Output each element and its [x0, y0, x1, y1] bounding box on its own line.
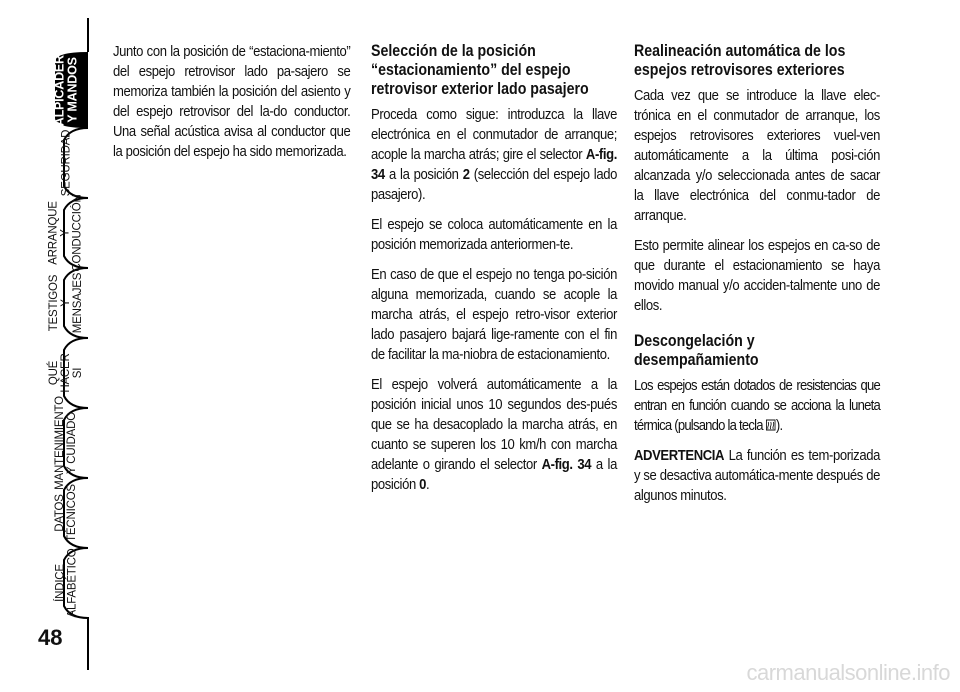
text-span: ).	[775, 417, 783, 434]
text-span: Proceda como sigue: introduzca la llave electrónica en el conmutador de arranque; acople la marcha atrás; gire el selector	[371, 106, 617, 163]
section-heading: Selección de la posición “estacionamiento” del espejo retrovisor exterior lado pasajero	[371, 42, 589, 98]
paragraph	[634, 446, 880, 506]
text-span: a la posición	[384, 166, 463, 183]
section-heading: Realineación automática de los espejos retrovisores exteriores	[634, 42, 846, 79]
paragraph: El espejo se coloca automáticamente en la posición memorizada anteriormen-te.	[371, 216, 617, 253]
tab-arranque[interactable]: ARRANQUE Y CONDUCCIÓN	[48, 194, 84, 272]
text-span: .	[425, 476, 430, 493]
position-number: 2	[462, 166, 470, 183]
rear-defrost-icon	[766, 419, 776, 431]
tab-seguridad[interactable]: SEGURIDAD	[60, 129, 73, 197]
text-span: El espejo volverá automáticamente a la posición inicial unos 10 segundos des-pués que se ha desacoplado la marcha atrás, en cuanto se superen los 10 km/h con marcha adelante o girando el selector	[371, 376, 617, 473]
watermark: carmanualsonline.info	[746, 660, 950, 685]
tab-indice-alfabetico[interactable]: ÍNDICE ALFABÉTICO	[54, 548, 78, 618]
tab-salpicadero[interactable]: SALPICADERO Y MANDOS	[52, 45, 79, 135]
warning-label: ADVERTENCIA	[634, 447, 725, 464]
paragraph	[634, 376, 880, 436]
text-column-2	[371, 42, 617, 505]
tab-datos-tecnicos[interactable]: DATOS TÉCNICOS	[54, 484, 79, 542]
text-column-3	[634, 42, 880, 516]
paragraph: Junto con la posición de “estaciona-miento” del espejo retrovisor lado pa-sajero se memoriza también la posición del asiento y del espejo retrovisor del la-do conductor. Una señal acústica avisa al conductor que la posición del espejo ha sido memorizada.	[113, 43, 351, 160]
text-span: La función es tem-porizada y se desactiva automática-mente después de algunos minutos.	[634, 447, 880, 504]
tab-mantenimiento[interactable]: MANTENIMIENTO Y CUIDADO	[54, 396, 79, 490]
paragraph: Cada vez que se introduce la llave elec-trónica en el conmutador de arranque, los espejos retrovisores exteriores vuel-ven automáticamente a la última posi-ción alcanzada y/o seleccionada antes de sacar la llave electrónica del conmu-tador de arranque.	[634, 87, 880, 224]
text-span: (selección del espejo lado pasajero).	[371, 166, 617, 203]
tab-que-hacer-si[interactable]: QUÉ HACER SI	[48, 353, 84, 393]
figure-reference: A-fig. 34	[371, 146, 617, 183]
figure-reference: A-fig. 34	[541, 456, 592, 473]
text-column-1	[113, 42, 350, 172]
section-sidebar	[0, 0, 96, 692]
text-span: Los espejos están dotados de resistencias que entran en función cuando se acciona la luneta térmica (pulsando la tecla	[634, 377, 880, 434]
tab-testigos[interactable]: TESTIGOS Y MENSAJES	[48, 272, 85, 334]
paragraph: En caso de que el espejo no tenga po-sición alguna memorizada, cuando se acople la marcha atrás, el espejo retro-visor exterior lado pasajero bajará lige-ramente con el fin de facilitar la ma-niobra de estacionamiento.	[371, 266, 617, 363]
text-span: a la posición	[371, 456, 617, 493]
section-heading: Descongelación y desempañamiento	[634, 332, 759, 369]
page-number: 48	[38, 625, 63, 650]
paragraph	[371, 375, 617, 495]
paragraph	[371, 105, 617, 205]
paragraph: Esto permite alinear los espejos en ca-so de que durante el estacionamiento se haya movido manual y/o acciden-talmente uno de ellos.	[634, 237, 880, 314]
position-number: 0	[419, 476, 426, 493]
